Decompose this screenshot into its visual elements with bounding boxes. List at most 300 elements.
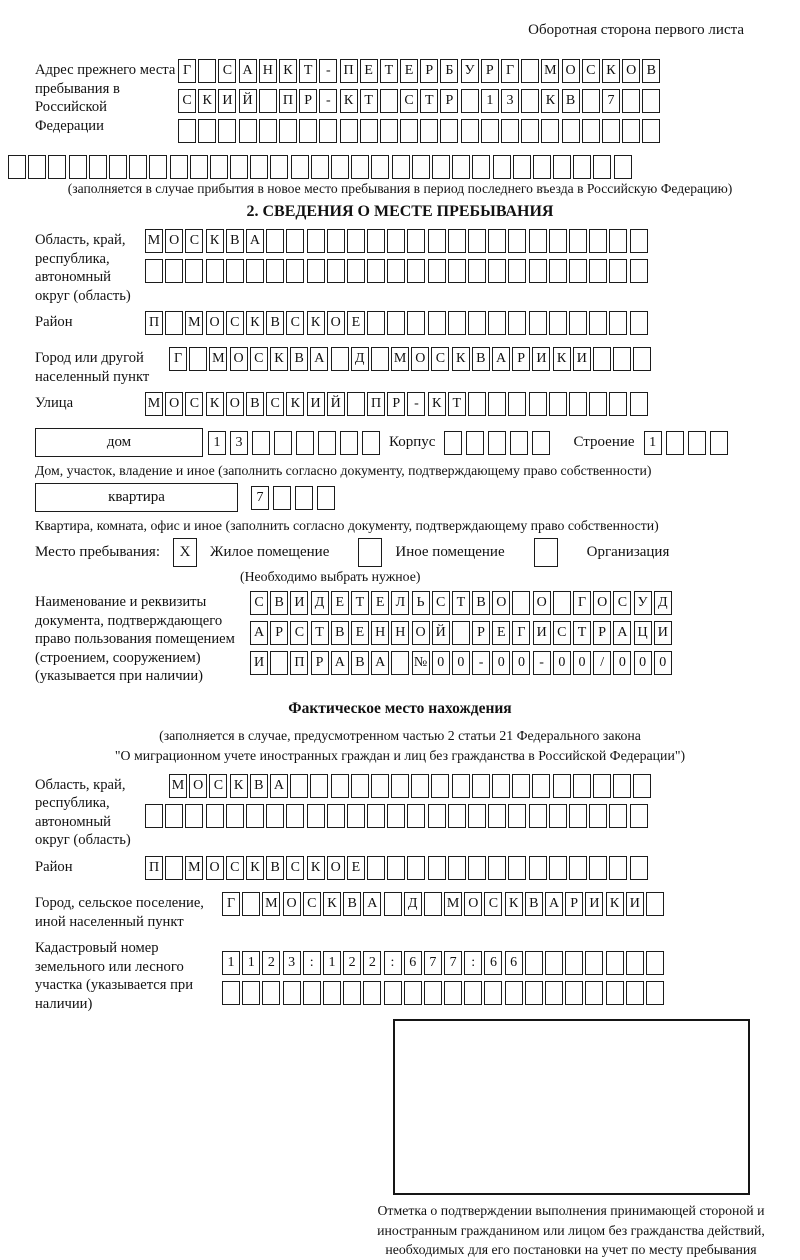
- char-box[interactable]: [428, 259, 446, 283]
- char-box[interactable]: И: [307, 392, 325, 416]
- char-box[interactable]: П: [340, 59, 358, 83]
- char-box[interactable]: [582, 119, 600, 143]
- char-box[interactable]: [226, 804, 244, 828]
- char-box[interactable]: В: [562, 89, 580, 113]
- char-box[interactable]: [642, 119, 660, 143]
- char-box[interactable]: М: [145, 392, 163, 416]
- char-box[interactable]: К: [541, 89, 559, 113]
- char-box[interactable]: [327, 259, 345, 283]
- char-box[interactable]: [387, 229, 405, 253]
- char-box[interactable]: М: [209, 347, 227, 371]
- char-box[interactable]: [569, 311, 587, 335]
- char-box[interactable]: [424, 981, 442, 1005]
- checkbox-organization[interactable]: [534, 538, 558, 567]
- char-box[interactable]: [630, 229, 648, 253]
- char-box[interactable]: [400, 119, 418, 143]
- char-box[interactable]: С: [484, 892, 502, 916]
- char-box[interactable]: В: [226, 229, 244, 253]
- char-box[interactable]: [411, 774, 429, 798]
- char-box[interactable]: [613, 774, 631, 798]
- char-box[interactable]: [602, 119, 620, 143]
- char-box[interactable]: [549, 392, 567, 416]
- char-box[interactable]: И: [218, 89, 236, 113]
- checkbox-other-premises[interactable]: [358, 538, 382, 567]
- char-box[interactable]: Г: [573, 591, 591, 615]
- char-box[interactable]: О: [327, 311, 345, 335]
- char-box[interactable]: О: [533, 591, 551, 615]
- char-box[interactable]: Р: [472, 621, 490, 645]
- char-box[interactable]: 1: [242, 951, 260, 975]
- char-box[interactable]: О: [562, 59, 580, 83]
- char-box[interactable]: [589, 311, 607, 335]
- char-box[interactable]: [367, 311, 385, 335]
- char-box[interactable]: [189, 347, 207, 371]
- char-box[interactable]: [327, 229, 345, 253]
- char-box[interactable]: [606, 981, 624, 1005]
- char-box[interactable]: 0: [452, 651, 470, 675]
- char-box[interactable]: [508, 856, 526, 880]
- char-box[interactable]: [593, 155, 611, 179]
- char-box[interactable]: К: [286, 392, 304, 416]
- char-box[interactable]: [129, 155, 147, 179]
- char-box[interactable]: №: [412, 651, 430, 675]
- char-box[interactable]: [266, 259, 284, 283]
- char-box[interactable]: [331, 347, 349, 371]
- char-box[interactable]: Д: [404, 892, 422, 916]
- char-box[interactable]: [384, 981, 402, 1005]
- char-box[interactable]: С: [178, 89, 196, 113]
- char-box[interactable]: [448, 259, 466, 283]
- char-box[interactable]: [488, 311, 506, 335]
- char-box[interactable]: П: [367, 392, 385, 416]
- char-box[interactable]: 0: [613, 651, 631, 675]
- char-box[interactable]: 3: [501, 89, 519, 113]
- char-box[interactable]: [553, 591, 571, 615]
- char-box[interactable]: К: [340, 89, 358, 113]
- char-box[interactable]: [529, 311, 547, 335]
- char-box[interactable]: Т: [420, 89, 438, 113]
- char-box[interactable]: О: [189, 774, 207, 798]
- char-box[interactable]: К: [246, 311, 264, 335]
- char-box[interactable]: [8, 155, 26, 179]
- char-box[interactable]: [273, 486, 291, 510]
- char-box[interactable]: Р: [440, 89, 458, 113]
- char-box[interactable]: [622, 89, 640, 113]
- char-box[interactable]: [387, 856, 405, 880]
- char-box[interactable]: С: [431, 347, 449, 371]
- char-box[interactable]: О: [165, 392, 183, 416]
- char-box[interactable]: Е: [360, 59, 378, 83]
- char-box[interactable]: [488, 804, 506, 828]
- char-box[interactable]: П: [279, 89, 297, 113]
- char-box[interactable]: [553, 155, 571, 179]
- char-box[interactable]: [391, 651, 409, 675]
- char-box[interactable]: [609, 229, 627, 253]
- char-box[interactable]: Й: [327, 392, 345, 416]
- char-box[interactable]: [444, 431, 462, 455]
- char-box[interactable]: [533, 155, 551, 179]
- char-box[interactable]: [109, 155, 127, 179]
- char-box[interactable]: О: [206, 311, 224, 335]
- char-box[interactable]: А: [310, 347, 328, 371]
- char-box[interactable]: [508, 229, 526, 253]
- char-box[interactable]: А: [613, 621, 631, 645]
- char-box[interactable]: [303, 981, 321, 1005]
- char-box[interactable]: 7: [444, 951, 462, 975]
- char-box[interactable]: [569, 392, 587, 416]
- char-box[interactable]: [444, 981, 462, 1005]
- char-box[interactable]: [589, 259, 607, 283]
- char-box[interactable]: [569, 259, 587, 283]
- char-box[interactable]: А: [363, 892, 381, 916]
- char-box[interactable]: Е: [371, 591, 389, 615]
- char-box[interactable]: А: [239, 59, 257, 83]
- char-box[interactable]: [488, 229, 506, 253]
- char-box[interactable]: В: [343, 892, 361, 916]
- char-box[interactable]: [589, 856, 607, 880]
- char-box[interactable]: [452, 774, 470, 798]
- char-box[interactable]: [165, 804, 183, 828]
- char-box[interactable]: [630, 311, 648, 335]
- char-box[interactable]: [347, 259, 365, 283]
- char-box[interactable]: [529, 804, 547, 828]
- char-box[interactable]: М: [541, 59, 559, 83]
- char-box[interactable]: [440, 119, 458, 143]
- char-box[interactable]: 0: [432, 651, 450, 675]
- char-box[interactable]: -: [407, 392, 425, 416]
- char-box[interactable]: [28, 155, 46, 179]
- char-box[interactable]: [371, 347, 389, 371]
- char-box[interactable]: [412, 155, 430, 179]
- char-box[interactable]: [468, 392, 486, 416]
- char-box[interactable]: [198, 59, 216, 83]
- char-box[interactable]: П: [145, 311, 163, 335]
- char-box[interactable]: К: [323, 892, 341, 916]
- char-box[interactable]: Д: [311, 591, 329, 615]
- char-box[interactable]: Г: [501, 59, 519, 83]
- char-box[interactable]: Н: [391, 621, 409, 645]
- char-box[interactable]: [589, 804, 607, 828]
- char-box[interactable]: [331, 155, 349, 179]
- char-box[interactable]: [311, 155, 329, 179]
- char-box[interactable]: С: [553, 621, 571, 645]
- char-box[interactable]: [371, 774, 389, 798]
- char-box[interactable]: [190, 155, 208, 179]
- char-box[interactable]: [562, 119, 580, 143]
- char-box[interactable]: [569, 229, 587, 253]
- char-box[interactable]: [529, 229, 547, 253]
- char-box[interactable]: [252, 431, 270, 455]
- char-box[interactable]: И: [585, 892, 603, 916]
- char-box[interactable]: [545, 981, 563, 1005]
- char-box[interactable]: С: [400, 89, 418, 113]
- char-box[interactable]: [510, 431, 528, 455]
- char-box[interactable]: [165, 311, 183, 335]
- char-box[interactable]: 6: [484, 951, 502, 975]
- char-box[interactable]: С: [613, 591, 631, 615]
- char-box[interactable]: А: [492, 347, 510, 371]
- char-box[interactable]: [553, 774, 571, 798]
- char-box[interactable]: С: [250, 347, 268, 371]
- char-box[interactable]: [362, 431, 380, 455]
- char-box[interactable]: [279, 119, 297, 143]
- char-box[interactable]: 1: [481, 89, 499, 113]
- char-box[interactable]: М: [444, 892, 462, 916]
- char-box[interactable]: К: [198, 89, 216, 113]
- char-box[interactable]: [226, 259, 244, 283]
- char-box[interactable]: [206, 259, 224, 283]
- char-box[interactable]: [466, 431, 484, 455]
- char-box[interactable]: М: [145, 229, 163, 253]
- char-box[interactable]: [666, 431, 684, 455]
- char-box[interactable]: [270, 651, 288, 675]
- char-box[interactable]: А: [371, 651, 389, 675]
- char-box[interactable]: [428, 856, 446, 880]
- char-box[interactable]: Н: [259, 59, 277, 83]
- char-box[interactable]: С: [286, 856, 304, 880]
- char-box[interactable]: [380, 119, 398, 143]
- char-box[interactable]: [363, 981, 381, 1005]
- char-box[interactable]: [242, 892, 260, 916]
- char-box[interactable]: [391, 774, 409, 798]
- char-box[interactable]: [331, 774, 349, 798]
- char-box[interactable]: [468, 311, 486, 335]
- char-box[interactable]: [549, 804, 567, 828]
- char-box[interactable]: [367, 856, 385, 880]
- char-box[interactable]: О: [283, 892, 301, 916]
- char-box[interactable]: [614, 155, 632, 179]
- char-box[interactable]: [178, 119, 196, 143]
- char-box[interactable]: С: [432, 591, 450, 615]
- char-box[interactable]: В: [642, 59, 660, 83]
- char-box[interactable]: [646, 951, 664, 975]
- checkbox-residential[interactable]: X: [173, 538, 197, 567]
- char-box[interactable]: [387, 259, 405, 283]
- char-box[interactable]: Ь: [412, 591, 430, 615]
- char-box[interactable]: [170, 155, 188, 179]
- char-box[interactable]: [529, 259, 547, 283]
- char-box[interactable]: [468, 259, 486, 283]
- char-box[interactable]: [351, 774, 369, 798]
- char-box[interactable]: С: [226, 856, 244, 880]
- char-box[interactable]: [230, 155, 248, 179]
- char-box[interactable]: П: [290, 651, 308, 675]
- char-box[interactable]: [630, 259, 648, 283]
- char-box[interactable]: В: [270, 591, 288, 615]
- char-box[interactable]: К: [206, 229, 224, 253]
- char-box[interactable]: [609, 311, 627, 335]
- char-box[interactable]: В: [525, 892, 543, 916]
- char-box[interactable]: [259, 89, 277, 113]
- char-box[interactable]: [593, 774, 611, 798]
- char-box[interactable]: Т: [311, 621, 329, 645]
- char-box[interactable]: С: [226, 311, 244, 335]
- char-box[interactable]: :: [303, 951, 321, 975]
- char-box[interactable]: У: [634, 591, 652, 615]
- char-box[interactable]: [347, 804, 365, 828]
- char-box[interactable]: И: [532, 347, 550, 371]
- char-box[interactable]: 2: [262, 951, 280, 975]
- char-box[interactable]: [360, 119, 378, 143]
- char-box[interactable]: 0: [654, 651, 672, 675]
- char-box[interactable]: Й: [432, 621, 450, 645]
- char-box[interactable]: 6: [404, 951, 422, 975]
- char-box[interactable]: [488, 431, 506, 455]
- char-box[interactable]: 6: [505, 951, 523, 975]
- char-box[interactable]: Е: [331, 591, 349, 615]
- char-box[interactable]: 2: [343, 951, 361, 975]
- char-box[interactable]: [384, 892, 402, 916]
- char-box[interactable]: [165, 259, 183, 283]
- char-box[interactable]: К: [505, 892, 523, 916]
- char-box[interactable]: [521, 89, 539, 113]
- char-box[interactable]: [327, 804, 345, 828]
- char-box[interactable]: 3: [230, 431, 248, 455]
- char-box[interactable]: -: [319, 59, 337, 83]
- char-box[interactable]: О: [593, 591, 611, 615]
- char-box[interactable]: К: [270, 347, 288, 371]
- char-box[interactable]: [428, 804, 446, 828]
- char-box[interactable]: [351, 155, 369, 179]
- char-box[interactable]: [585, 951, 603, 975]
- char-box[interactable]: [448, 311, 466, 335]
- char-box[interactable]: [286, 804, 304, 828]
- char-box[interactable]: [198, 119, 216, 143]
- char-box[interactable]: [573, 774, 591, 798]
- char-box[interactable]: [484, 981, 502, 1005]
- char-box[interactable]: [488, 259, 506, 283]
- char-box[interactable]: Т: [448, 392, 466, 416]
- char-box[interactable]: А: [250, 621, 268, 645]
- char-box[interactable]: [347, 229, 365, 253]
- char-box[interactable]: [347, 392, 365, 416]
- char-box[interactable]: Л: [391, 591, 409, 615]
- char-box[interactable]: [259, 119, 277, 143]
- char-box[interactable]: [585, 981, 603, 1005]
- char-box[interactable]: [461, 89, 479, 113]
- char-box[interactable]: [508, 392, 526, 416]
- char-box[interactable]: 7: [251, 486, 269, 510]
- char-box[interactable]: Р: [593, 621, 611, 645]
- char-box[interactable]: [296, 431, 314, 455]
- char-box[interactable]: К: [206, 392, 224, 416]
- char-box[interactable]: [521, 119, 539, 143]
- char-box[interactable]: [367, 804, 385, 828]
- char-box[interactable]: Е: [400, 59, 418, 83]
- char-box[interactable]: 1: [323, 951, 341, 975]
- char-box[interactable]: [392, 155, 410, 179]
- char-box[interactable]: К: [279, 59, 297, 83]
- char-box[interactable]: А: [246, 229, 264, 253]
- char-box[interactable]: [492, 774, 510, 798]
- char-box[interactable]: [609, 392, 627, 416]
- char-box[interactable]: О: [492, 591, 510, 615]
- char-box[interactable]: Е: [492, 621, 510, 645]
- char-box[interactable]: [407, 311, 425, 335]
- char-box[interactable]: И: [573, 347, 591, 371]
- char-box[interactable]: С: [286, 311, 304, 335]
- char-box[interactable]: [688, 431, 706, 455]
- char-box[interactable]: К: [230, 774, 248, 798]
- char-box[interactable]: [340, 119, 358, 143]
- char-box[interactable]: [266, 229, 284, 253]
- char-box[interactable]: [464, 981, 482, 1005]
- char-box[interactable]: [493, 155, 511, 179]
- char-box[interactable]: 7: [424, 951, 442, 975]
- char-box[interactable]: М: [185, 311, 203, 335]
- char-box[interactable]: Р: [311, 651, 329, 675]
- char-box[interactable]: [291, 155, 309, 179]
- char-box[interactable]: О: [622, 59, 640, 83]
- char-box[interactable]: О: [230, 347, 248, 371]
- char-box[interactable]: [545, 951, 563, 975]
- char-box[interactable]: В: [472, 347, 490, 371]
- char-box[interactable]: [633, 347, 651, 371]
- char-box[interactable]: [299, 119, 317, 143]
- char-box[interactable]: А: [331, 651, 349, 675]
- char-box[interactable]: [340, 431, 358, 455]
- char-box[interactable]: 0: [512, 651, 530, 675]
- char-box[interactable]: Й: [239, 89, 257, 113]
- char-box[interactable]: 7: [602, 89, 620, 113]
- char-box[interactable]: А: [270, 774, 288, 798]
- char-box[interactable]: [452, 155, 470, 179]
- char-box[interactable]: К: [602, 59, 620, 83]
- char-box[interactable]: 2: [363, 951, 381, 975]
- char-box[interactable]: Р: [299, 89, 317, 113]
- char-box[interactable]: [452, 621, 470, 645]
- char-box[interactable]: [319, 119, 337, 143]
- char-box[interactable]: И: [626, 892, 644, 916]
- char-box[interactable]: [48, 155, 66, 179]
- char-box[interactable]: [642, 89, 660, 113]
- char-box[interactable]: Н: [371, 621, 389, 645]
- char-box[interactable]: [404, 981, 422, 1005]
- char-box[interactable]: Б: [440, 59, 458, 83]
- char-box[interactable]: О: [464, 892, 482, 916]
- char-box[interactable]: С: [250, 591, 268, 615]
- char-box[interactable]: [609, 259, 627, 283]
- char-box[interactable]: [286, 259, 304, 283]
- char-box[interactable]: [593, 347, 611, 371]
- char-box[interactable]: И: [250, 651, 268, 675]
- char-box[interactable]: У: [461, 59, 479, 83]
- char-box[interactable]: [549, 259, 567, 283]
- char-box[interactable]: [468, 804, 486, 828]
- char-box[interactable]: Т: [573, 621, 591, 645]
- char-box[interactable]: Е: [347, 856, 365, 880]
- char-box[interactable]: О: [226, 392, 244, 416]
- char-box[interactable]: К: [606, 892, 624, 916]
- char-box[interactable]: К: [553, 347, 571, 371]
- char-box[interactable]: М: [169, 774, 187, 798]
- char-box[interactable]: О: [165, 229, 183, 253]
- char-box[interactable]: [432, 155, 450, 179]
- char-box[interactable]: [630, 856, 648, 880]
- char-box[interactable]: [606, 951, 624, 975]
- char-box[interactable]: [407, 804, 425, 828]
- char-box[interactable]: [513, 155, 531, 179]
- char-box[interactable]: [626, 951, 644, 975]
- char-box[interactable]: [318, 431, 336, 455]
- char-box[interactable]: С: [209, 774, 227, 798]
- char-box[interactable]: [569, 856, 587, 880]
- char-box[interactable]: [541, 119, 559, 143]
- char-box[interactable]: 1: [208, 431, 226, 455]
- char-box[interactable]: [613, 347, 631, 371]
- char-box[interactable]: [420, 119, 438, 143]
- char-box[interactable]: /: [593, 651, 611, 675]
